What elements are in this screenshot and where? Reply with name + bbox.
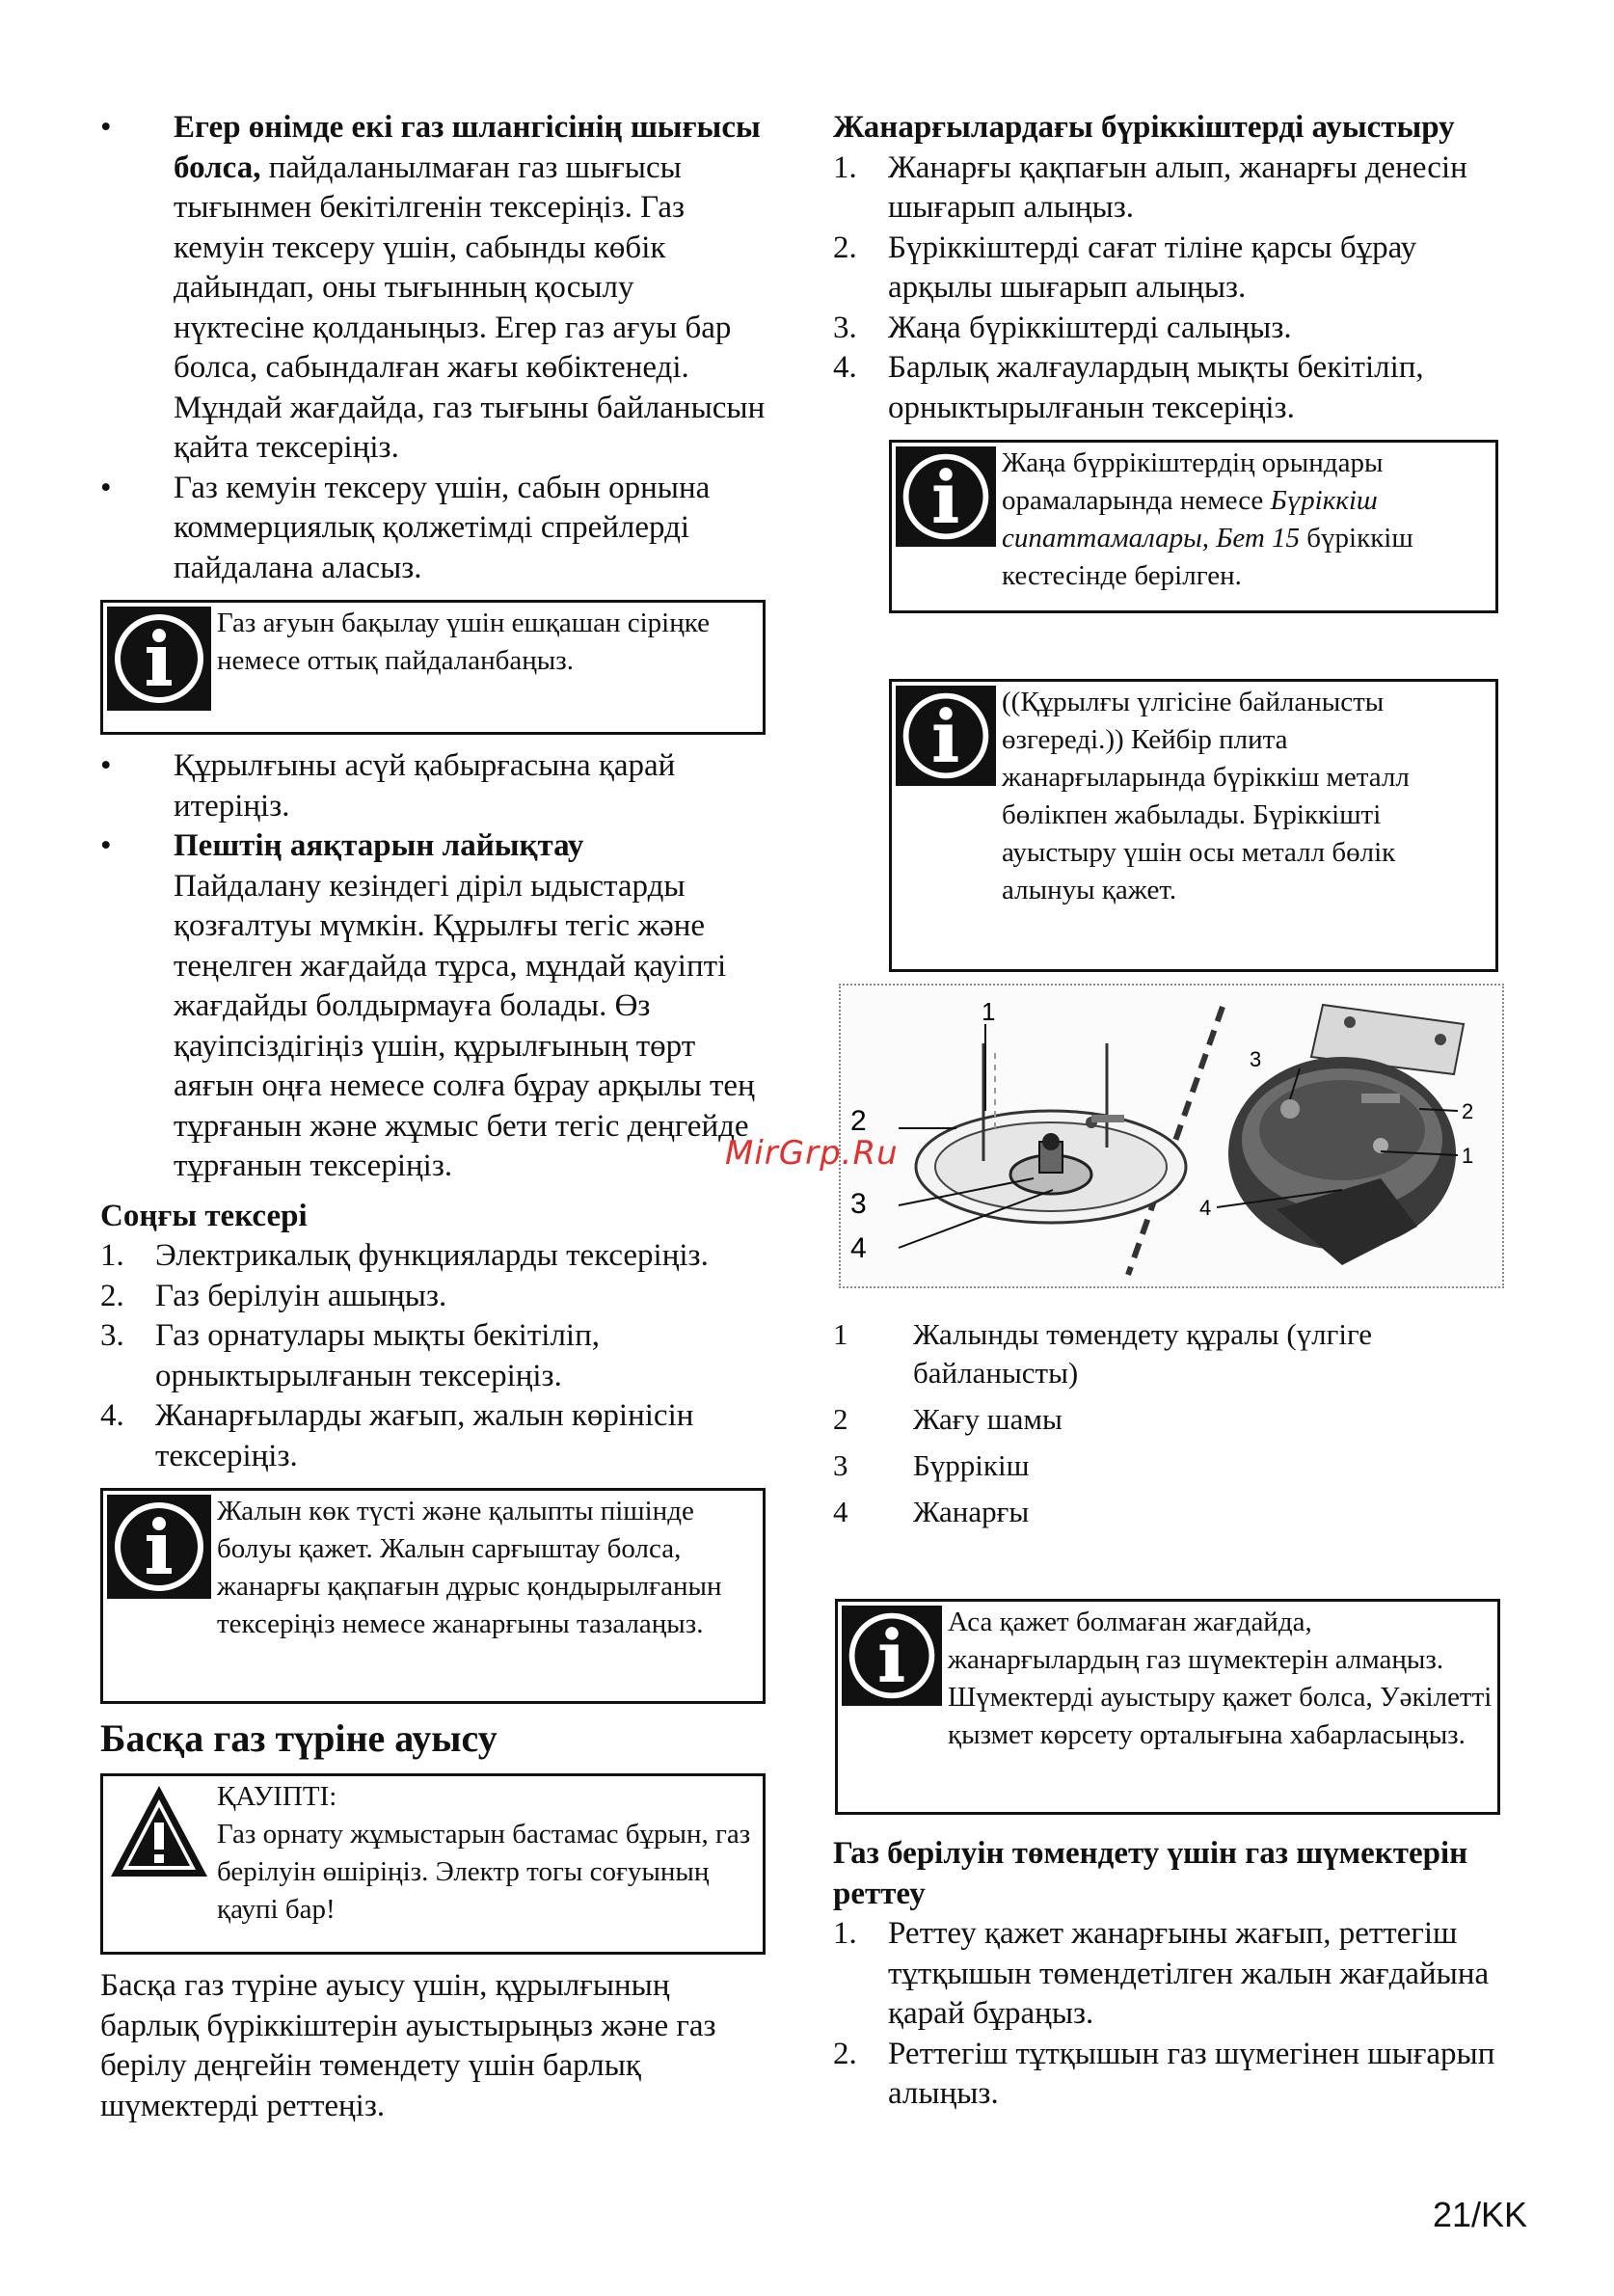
legend-text: Бүррікіш: [913, 1448, 1030, 1482]
left-column: [100, 108, 766, 2126]
bullet-text: Газ кемуін тексеру үшін, сабын орнына коммерциялық қолжетімді спрейлерді пайдалана аласыз.: [174, 470, 711, 585]
legend-number: 4: [833, 1495, 848, 1528]
bullet-bold-lead: Пештің аяқтарын лайықтау: [174, 828, 584, 863]
list-item: [100, 469, 766, 589]
warning-text: Газ орнату жұмыстарын бастамас бұрын, газ берілуін өшіріңіз. Электр тогы соғуының қаупі бар!: [217, 1819, 751, 1925]
legend-number: 3: [833, 1448, 848, 1482]
warning-note: [100, 1773, 766, 1955]
list-item: [833, 149, 1508, 229]
legend-row: [833, 1446, 1508, 1485]
step-text: Жанарғы қақпағын алып, жанарғы денесін шығарып алыңыз.: [888, 149, 1467, 225]
callout-label: 2: [850, 1105, 867, 1137]
bullet-mark: •: [100, 470, 112, 505]
note-text: Газ ағуын бақылау үшін ешқашан сіріңке немесе оттық пайдаланбаңыз.: [217, 608, 710, 676]
bullet-text: Пайдалану кезіндегі діріл ыдыстарды қозғалтуы мүмкін. Құрылғы тегіс және теңелген жағдайда тұрса, мұндай қауіпті жағдайды болдырмауға болады. Өз қауіпсіздігіңіз үшін, құрылғының төрт аяғын оңға немесе солға бұрау арқылы тең тұрғанын және жұмыс бети тегіс деңгейде тұрғанын тексеріңіз.: [174, 868, 755, 1183]
note-text: Аса қажет болмаған жағдайда, жанарғылардың газ шүмектерін алмаңыз. Шүмектерді ауыстыру қажет болса, Уәкілетті қызмет көрсету орталығына хабарласыңыз.: [948, 1607, 1493, 1750]
step-text: Газ орнатулары мықты бекітіліп, орныктырылғанын тексеріңіз.: [155, 1318, 600, 1393]
step-text: Электрикалық функцияларды тексеріңіз.: [155, 1238, 709, 1273]
step-number: 4.: [833, 350, 857, 385]
warning-icon: [107, 1780, 211, 1895]
note-text: ((Құрылғы үлгісіне байланысты өзгереді.)) Кейбір плита жанарғыларында бүріккіш металл бөлікпен жабылады. Бүріккішті ауыстыру үшін осы металл бөлік алынуы қажет.: [1002, 687, 1410, 905]
list-item: [100, 1396, 766, 1476]
list-item: [100, 1316, 766, 1396]
info-icon: [896, 686, 996, 797]
step-text: Жаңа бүріккіштерді салыңыз.: [888, 310, 1292, 345]
info-note-no-match: [100, 600, 766, 735]
callout-label: 4: [850, 1232, 867, 1264]
info-icon: [896, 446, 996, 557]
final-check-steps: [100, 1236, 766, 1476]
page-number: 21/KK: [1433, 2195, 1528, 2234]
legend-row: [833, 1400, 1508, 1439]
bullet-list-positioning: [100, 746, 766, 1187]
bullet-text: Құрылғыны асүй қабырғасына қарай итеріңіз.: [174, 748, 676, 824]
section-title: Басқа газ түріне ауысу: [100, 1716, 498, 1760]
legend-row: [833, 1315, 1508, 1392]
step-text: Газ берілуін ашыңыз.: [155, 1278, 447, 1313]
step-number: 2.: [100, 1278, 124, 1313]
list-item: [833, 1914, 1508, 2035]
step-text: Реттегіш тұтқышын газ шүмегінен шығарып алыңыз.: [888, 2036, 1495, 2111]
legend-number: 2: [833, 1402, 848, 1436]
callout-label: 3: [850, 1188, 867, 1220]
step-text: Жанарғыларды жағып, жалын көрінісін тексеріңіз.: [155, 1398, 694, 1473]
valve-title: Газ берілуін төмендету үшін газ шүмектерін реттеу: [833, 1836, 1468, 1911]
right-column: [833, 108, 1508, 2115]
step-number: 1.: [100, 1238, 124, 1273]
legend-text: Жанарғы: [913, 1495, 1030, 1528]
info-icon: [107, 1495, 211, 1609]
section-paragraph: Басқа газ түріне ауысу үшін, құрылғының барлық бүріккіштерін ауыстырыңыз және газ берілу деңгейін төмендету үшін барлық шүмектерді реттеңіз.: [100, 1968, 716, 2123]
info-note-nozzle-table: [889, 440, 1498, 613]
step-number: 4.: [100, 1398, 124, 1433]
callout-label: 3: [1250, 1047, 1262, 1071]
bullet-text: пайдаланылмаған газ шығысы тығынмен бекітілгенін тексеріңіз. Газ кемуін тексеру үшін, сабынды көбік дайындап, оны тығынның қосылу нүктесіне қолданыңыз. Егер газ ағуы бар болса, сабындалған жағы көбіктенеді. Мұндай жағдайда, газ тығыны байланысын қайта тексеріңіз.: [174, 149, 766, 465]
step-number: 1.: [833, 1916, 857, 1951]
legend-row: [833, 1493, 1508, 1531]
bullet-mark: •: [100, 110, 112, 145]
list-item: [100, 826, 766, 1187]
list-item: [100, 1277, 766, 1317]
step-text: Реттеу қажет жанарғыны жағып, реттегіш тұтқышын төмендетілген жалын жағдайына қарай бұраңыз.: [888, 1916, 1490, 2031]
burner-diagram: [839, 984, 1504, 1288]
bullet-mark: •: [100, 828, 112, 863]
note-text: бүріккіш кестесінде берілген.: [1002, 523, 1413, 591]
info-icon: [842, 1606, 942, 1716]
final-check-title: Соңғы тексері: [100, 1198, 308, 1233]
callout-label: 1: [982, 997, 996, 1026]
step-number: 1.: [833, 149, 857, 185]
watermark: MirGrp.Ru: [725, 1134, 899, 1173]
info-note-flame: [100, 1488, 766, 1704]
step-number: 3.: [833, 310, 857, 345]
note-reference: Бүріккіш сипаттамалары, Бет 15: [1002, 485, 1378, 554]
figure-legend: [833, 1315, 1508, 1531]
bullet-list-gas-outlet: [100, 108, 766, 588]
list-item: [100, 1236, 766, 1277]
list-item: [100, 108, 766, 469]
legend-text: Жалынды төмендету құралы (үлгіге байланысты): [913, 1317, 1373, 1390]
callout-label: 2: [1462, 1099, 1474, 1123]
callout-label: 4: [1199, 1196, 1212, 1220]
list-item: [833, 2035, 1508, 2115]
legend-number: 1: [833, 1317, 848, 1351]
list-item: [100, 746, 766, 826]
valve-steps: [833, 1914, 1508, 2115]
info-icon: [107, 607, 211, 721]
note-text: Жалын көк түсті және қалыпты пішінде болуы қажет. Жалын сарғыштау болса, жанарғы қақпағын дұрыс қондырылғанын тексеріңіз немесе жанарғыны тазалаңыз.: [217, 1496, 722, 1639]
callout-label: 1: [1462, 1144, 1474, 1168]
bullet-bold-lead: Егер өнімде екі газ шлангісінің шығысы болса,: [174, 110, 761, 185]
list-item: [833, 309, 1508, 349]
nozzle-steps: [833, 149, 1508, 429]
right-burner-drawing: [1228, 1005, 1464, 1265]
step-text: Бүріккіштерді сағат тіліне қарсы бұрау арқылы шығарып алыңыз.: [888, 230, 1417, 305]
info-note-valves: [835, 1599, 1500, 1815]
bullet-mark: •: [100, 748, 112, 783]
info-note-metal-part: [889, 679, 1498, 972]
warning-title: ҚАУІПТІ:: [217, 1781, 337, 1812]
list-item: [833, 229, 1508, 309]
step-number: 2.: [833, 2036, 857, 2071]
step-number: 3.: [100, 1318, 124, 1353]
step-number: 2.: [833, 230, 857, 265]
legend-text: Жағу шамы: [913, 1402, 1063, 1436]
nozzle-title: Жанарғылардағы бүріккіштерді ауыстыру: [833, 110, 1455, 145]
note-text: Жаңа бүррікіштердің орындары орамаларында немесе: [1002, 447, 1384, 516]
left-burner-drawing: [916, 1043, 1186, 1223]
step-text: Барлық жалғаулардың мықты бекітіліп, орныктырылғанын тексеріңіз.: [888, 350, 1424, 425]
list-item: [833, 348, 1508, 428]
